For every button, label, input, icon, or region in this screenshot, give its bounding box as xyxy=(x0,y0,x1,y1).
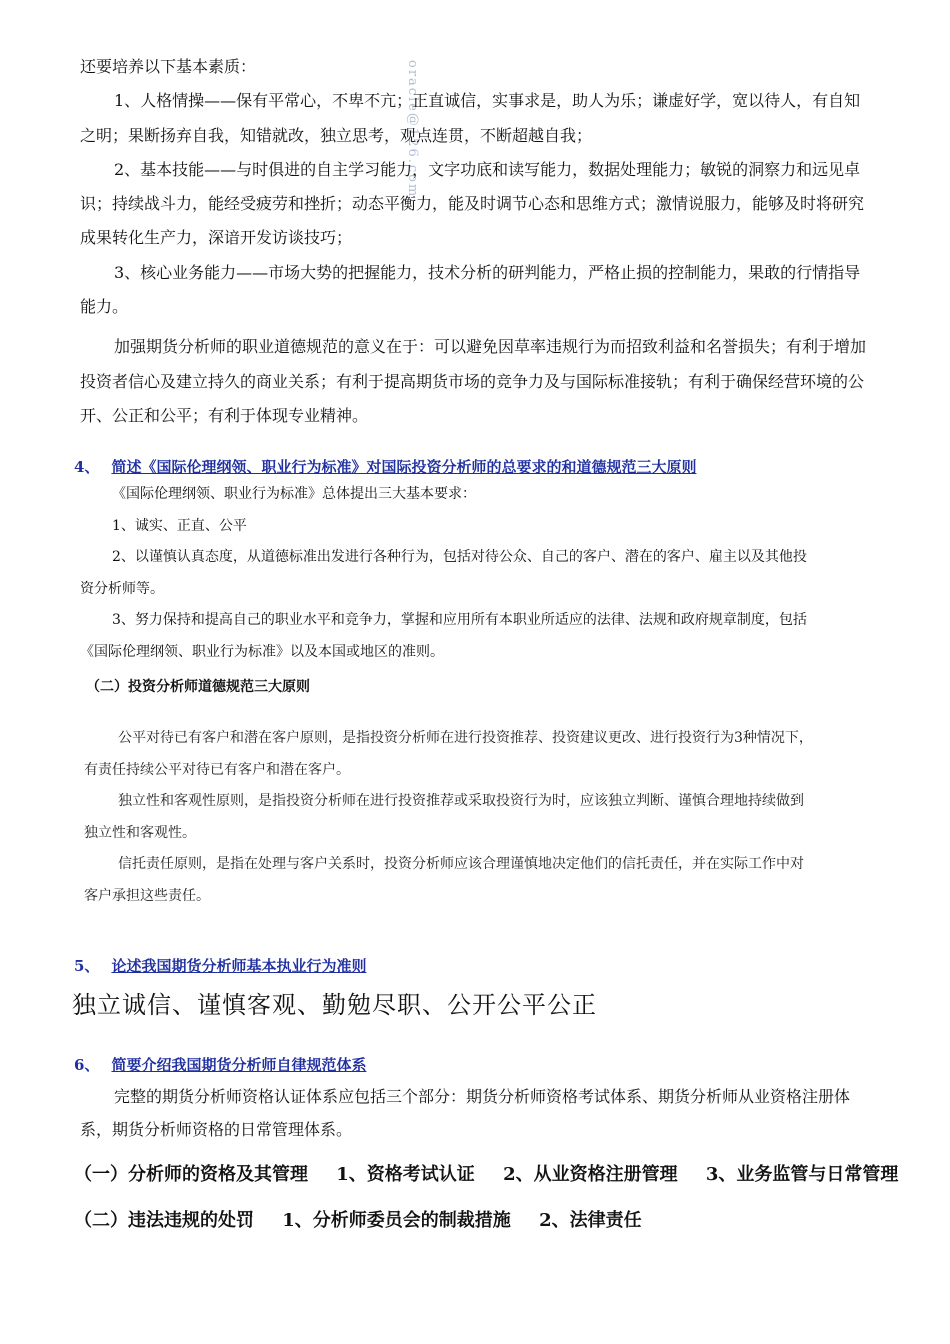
section-5-heading[interactable] xyxy=(74,955,366,976)
qualification-management-row xyxy=(74,1160,920,1186)
section-6-heading[interactable] xyxy=(74,1054,366,1075)
quality-item-1: 1、人格情操——保有平常心，不卑不亢；正直诚信，实事求是，助人为乐；谦虚好学，宽以待人，有自知之明；果断扬弃自我，知错就改，独立思考，观点连贯，不断超越自我； xyxy=(80,91,861,145)
principle-fairness: 公平对待已有客户和潜在客户原则，是指投资分析师在进行投资推荐、投资建议更改、进行投资行为3种情况下，有责任持续公平对待已有客户和潜在客户。 xyxy=(84,730,813,778)
section-5-title: 论述我国期货分析师基本执业行为准则 xyxy=(111,957,367,975)
section-4-title: 简述《国际伦理纲领、职业行为标准》对国际投资分析师的总要求的和道德规范三大原则 xyxy=(111,458,697,476)
self-regulation-description: 完整的期货分析师资格认证体系应包括三个部分：期货分析师资格考试体系、期货分析师从业资格注册体系，期货分析师资格的日常管理体系。 xyxy=(80,1087,851,1139)
principles-subheading: （二）投资分析师道德规范三大原则 xyxy=(86,679,310,695)
section-5-number: 5、 xyxy=(74,957,100,975)
quality-item-3: 3、核心业务能力——市场大势的把握能力，技术分析的研判能力，严格止损的控制能力，果敢的行情指导能力。 xyxy=(80,262,861,317)
qualification-item-2: 2、从业资格注册管理 xyxy=(503,1164,678,1185)
section-6-title: 简要介绍我国期货分析师自律规范体系 xyxy=(111,1056,367,1074)
principle-fiduciary: 信托责任原则，是指在处理与客户关系时，投资分析师应该合理谨慎地决定他们的信托责任，并在实际工作中对客户承担这些责任。 xyxy=(84,856,804,904)
quality-item-2: 2、基本技能——与时俱进的自主学习能力，文字功底和读写能力，数据处理能力；敏锐的洞察力和远见卓识；持续战斗力，能经受疲劳和挫折；动态平衡力，能及时调节心态和思维方式；激情说服力，能够及时将研究成果转化生产力，深谙开发访谈技巧； xyxy=(80,159,865,248)
section-4-principles xyxy=(84,723,814,912)
qualification-item-1: 1、资格考试认证 xyxy=(336,1164,475,1185)
qualification-management-label: （一）分析师的资格及其管理 xyxy=(74,1164,308,1185)
qualification-item-3: 3、业务监管与日常管理 xyxy=(705,1164,899,1185)
section-qualities xyxy=(80,50,872,433)
watermark: oracle@126.com xyxy=(405,60,420,199)
violation-penalty-row xyxy=(74,1206,664,1232)
requirement-item-2: 2、以谨慎认真态度，从道德标准出发进行各种行为，包括对待公众、自己的客户、潜在的客户、雇主以及其他投资分析师等。 xyxy=(80,549,807,597)
requirement-item-3: 3、努力保持和提高自己的职业水平和竞争力，掌握和应用所有本职业所适应的法律、法规和政府规章制度，包括《国际伦理纲领、职业行为标准》以及本国或地区的准则。 xyxy=(80,612,807,660)
violation-penalty-label: （二）违法违规的处罚 xyxy=(74,1210,254,1231)
section-6-body xyxy=(80,1080,872,1146)
qualities-intro: 还要培养以下基本素质： xyxy=(80,57,257,76)
ethics-significance: 加强期货分析师的职业道德规范的意义在于：可以避免因草率违规行为而招致利益和名誉损失；有利于增加投资者信心及建立持久的商业关系；有利于提高期货市场的竞争力及与国际标准接轨；有利于确保经营环境的公开、公正和公平；有利于体现专业精神。 xyxy=(80,337,867,425)
section-4-number: 4、 xyxy=(74,458,100,476)
penalty-item-1: 1、分析师委员会的制裁措施 xyxy=(282,1210,511,1231)
requirements-intro: 《国际伦理纲领、职业行为标准》总体提出三大基本要求： xyxy=(112,486,476,502)
section-4-requirements xyxy=(80,479,820,704)
requirement-item-1: 1、诚实、正直、公平 xyxy=(112,517,247,534)
penalty-item-2: 2、法律责任 xyxy=(539,1210,642,1231)
section-4-heading[interactable] xyxy=(74,456,696,477)
section-6-number: 6、 xyxy=(74,1056,100,1074)
section-5-answer: 独立诚信、谨慎客观、勤勉尽职、公开公平公正 xyxy=(72,991,597,1019)
principle-independence: 独立性和客观性原则，是指投资分析师在进行投资推荐或采取投资行为时，应该独立判断、谨慎合理地持续做到独立性和客观性。 xyxy=(84,793,804,841)
